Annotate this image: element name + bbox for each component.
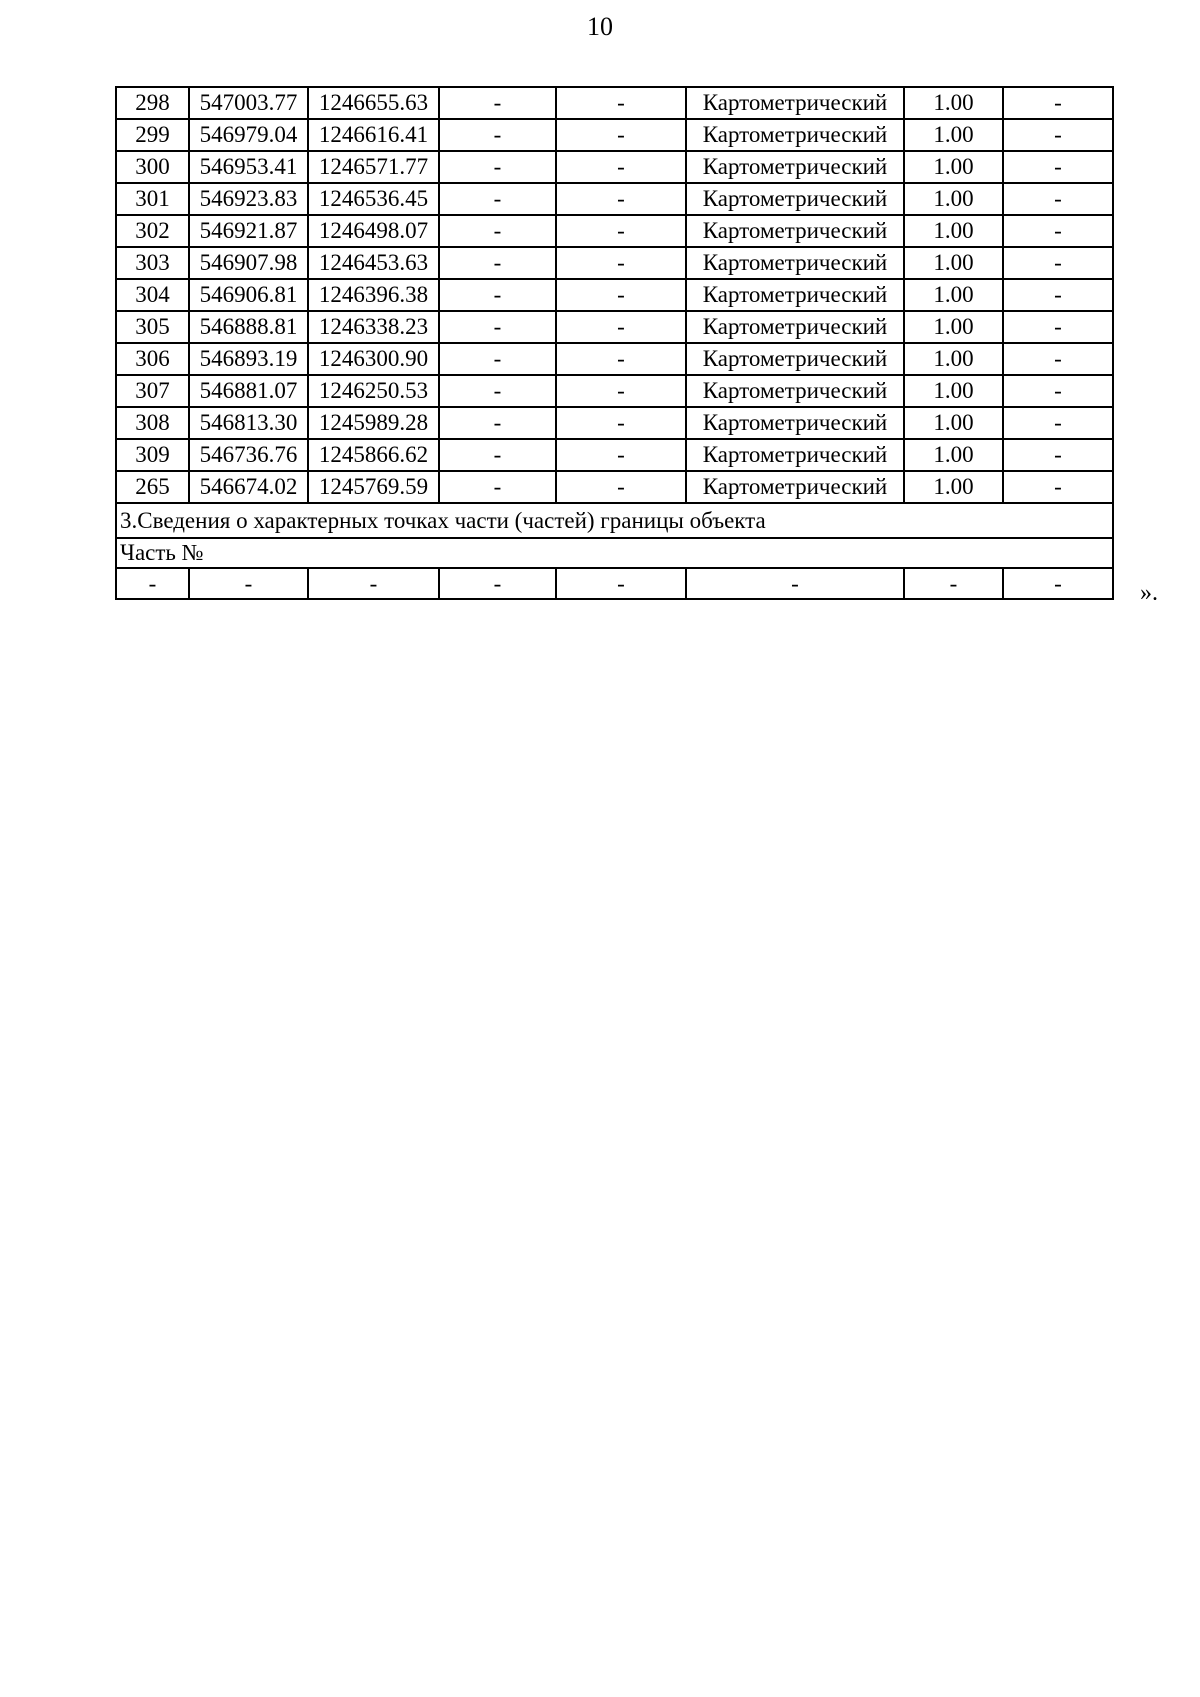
x-coordinate-cell: 546906.81 xyxy=(189,279,308,311)
method-cell: Картометрический xyxy=(686,279,904,311)
dash-cell: - xyxy=(439,87,556,119)
dash-cell: - xyxy=(1003,119,1113,151)
empty-cell: - xyxy=(439,568,556,599)
table-row xyxy=(116,375,1113,407)
method-cell: Картометрический xyxy=(686,151,904,183)
dash-cell: - xyxy=(439,215,556,247)
x-coordinate-cell: 546907.98 xyxy=(189,247,308,279)
empty-cell: - xyxy=(556,568,686,599)
x-coordinate-cell: 546888.81 xyxy=(189,311,308,343)
dash-cell: - xyxy=(556,343,686,375)
dash-cell: - xyxy=(439,279,556,311)
y-coordinate-cell: 1246616.41 xyxy=(308,119,439,151)
empty-cell: - xyxy=(1003,568,1113,599)
dash-cell: - xyxy=(1003,471,1113,503)
table-row xyxy=(116,407,1113,439)
table-row xyxy=(116,279,1113,311)
accuracy-cell: 1.00 xyxy=(904,119,1003,151)
table-row xyxy=(116,343,1113,375)
point-number-cell: 302 xyxy=(116,215,189,247)
accuracy-cell: 1.00 xyxy=(904,311,1003,343)
dash-cell: - xyxy=(1003,343,1113,375)
dash-cell: - xyxy=(556,279,686,311)
y-coordinate-cell: 1246338.23 xyxy=(308,311,439,343)
dash-cell: - xyxy=(1003,407,1113,439)
empty-cell: - xyxy=(904,568,1003,599)
point-number-cell: 301 xyxy=(116,183,189,215)
method-cell: Картометрический xyxy=(686,471,904,503)
dash-cell: - xyxy=(556,87,686,119)
method-cell: Картометрический xyxy=(686,311,904,343)
x-coordinate-cell: 546881.07 xyxy=(189,375,308,407)
y-coordinate-cell: 1246250.53 xyxy=(308,375,439,407)
x-coordinate-cell: 546893.19 xyxy=(189,343,308,375)
dash-cell: - xyxy=(556,311,686,343)
part-number-label: Часть № xyxy=(116,538,1113,568)
dash-cell: - xyxy=(556,471,686,503)
y-coordinate-cell: 1245769.59 xyxy=(308,471,439,503)
accuracy-cell: 1.00 xyxy=(904,343,1003,375)
table-row xyxy=(116,119,1113,151)
dash-cell: - xyxy=(556,247,686,279)
point-number-cell: 299 xyxy=(116,119,189,151)
page-number: 10 xyxy=(587,12,613,41)
accuracy-cell: 1.00 xyxy=(904,407,1003,439)
table-body xyxy=(116,87,1113,503)
dash-cell: - xyxy=(556,375,686,407)
y-coordinate-cell: 1246396.38 xyxy=(308,279,439,311)
dash-cell: - xyxy=(1003,247,1113,279)
dash-cell: - xyxy=(439,439,556,471)
accuracy-cell: 1.00 xyxy=(904,279,1003,311)
x-coordinate-cell: 546953.41 xyxy=(189,151,308,183)
y-coordinate-cell: 1246453.63 xyxy=(308,247,439,279)
x-coordinate-cell: 547003.77 xyxy=(189,87,308,119)
dash-cell: - xyxy=(1003,375,1113,407)
empty-cell: - xyxy=(308,568,439,599)
method-cell: Картометрический xyxy=(686,215,904,247)
dash-cell: - xyxy=(1003,87,1113,119)
accuracy-cell: 1.00 xyxy=(904,151,1003,183)
point-number-cell: 308 xyxy=(116,407,189,439)
point-number-cell: 304 xyxy=(116,279,189,311)
table-row xyxy=(116,247,1113,279)
point-number-cell: 309 xyxy=(116,439,189,471)
dash-cell: - xyxy=(1003,151,1113,183)
point-number-cell: 307 xyxy=(116,375,189,407)
dash-cell: - xyxy=(556,151,686,183)
closing-quote: ». xyxy=(1140,580,1158,606)
method-cell: Картометрический xyxy=(686,343,904,375)
accuracy-cell: 1.00 xyxy=(904,247,1003,279)
method-cell: Картометрический xyxy=(686,407,904,439)
table-row xyxy=(116,151,1113,183)
x-coordinate-cell: 546813.30 xyxy=(189,407,308,439)
part-number-row xyxy=(116,538,1113,568)
dash-cell: - xyxy=(1003,311,1113,343)
method-cell: Картометрический xyxy=(686,87,904,119)
accuracy-cell: 1.00 xyxy=(904,375,1003,407)
dash-cell: - xyxy=(439,375,556,407)
y-coordinate-cell: 1246571.77 xyxy=(308,151,439,183)
section-heading: 3.Сведения о характерных точках части (частей) границы объекта xyxy=(116,503,1113,538)
table-row xyxy=(116,439,1113,471)
method-cell: Картометрический xyxy=(686,183,904,215)
y-coordinate-cell: 1246536.45 xyxy=(308,183,439,215)
accuracy-cell: 1.00 xyxy=(904,439,1003,471)
y-coordinate-cell: 1245989.28 xyxy=(308,407,439,439)
dash-cell: - xyxy=(439,471,556,503)
dash-cell: - xyxy=(439,151,556,183)
table-row xyxy=(116,183,1113,215)
dash-cell: - xyxy=(556,183,686,215)
x-coordinate-cell: 546923.83 xyxy=(189,183,308,215)
dash-cell: - xyxy=(439,183,556,215)
dash-cell: - xyxy=(439,343,556,375)
x-coordinate-cell: 546736.76 xyxy=(189,439,308,471)
point-number-cell: 306 xyxy=(116,343,189,375)
point-number-cell: 300 xyxy=(116,151,189,183)
dash-cell: - xyxy=(556,119,686,151)
section-heading-row xyxy=(116,503,1113,538)
table-row xyxy=(116,311,1113,343)
dash-cell: - xyxy=(439,407,556,439)
point-number-cell: 265 xyxy=(116,471,189,503)
x-coordinate-cell: 546674.02 xyxy=(189,471,308,503)
dash-cell: - xyxy=(556,215,686,247)
accuracy-cell: 1.00 xyxy=(904,215,1003,247)
x-coordinate-cell: 546921.87 xyxy=(189,215,308,247)
method-cell: Картометрический xyxy=(686,439,904,471)
y-coordinate-cell: 1246498.07 xyxy=(308,215,439,247)
method-cell: Картометрический xyxy=(686,247,904,279)
boundary-points-table xyxy=(115,86,1114,600)
dash-cell: - xyxy=(1003,439,1113,471)
method-cell: Картометрический xyxy=(686,375,904,407)
empty-cell: - xyxy=(116,568,189,599)
accuracy-cell: 1.00 xyxy=(904,87,1003,119)
dash-cell: - xyxy=(556,407,686,439)
empty-part-row xyxy=(116,568,1113,599)
dash-cell: - xyxy=(556,439,686,471)
table-row xyxy=(116,471,1113,503)
empty-cell: - xyxy=(686,568,904,599)
point-number-cell: 303 xyxy=(116,247,189,279)
point-number-cell: 298 xyxy=(116,87,189,119)
method-cell: Картометрический xyxy=(686,119,904,151)
point-number-cell: 305 xyxy=(116,311,189,343)
y-coordinate-cell: 1246655.63 xyxy=(308,87,439,119)
y-coordinate-cell: 1245866.62 xyxy=(308,439,439,471)
dash-cell: - xyxy=(1003,279,1113,311)
dash-cell: - xyxy=(439,247,556,279)
dash-cell: - xyxy=(1003,183,1113,215)
table-row xyxy=(116,87,1113,119)
table-row xyxy=(116,215,1113,247)
accuracy-cell: 1.00 xyxy=(904,471,1003,503)
dash-cell: - xyxy=(439,311,556,343)
y-coordinate-cell: 1246300.90 xyxy=(308,343,439,375)
x-coordinate-cell: 546979.04 xyxy=(189,119,308,151)
dash-cell: - xyxy=(439,119,556,151)
accuracy-cell: 1.00 xyxy=(904,183,1003,215)
empty-cell: - xyxy=(189,568,308,599)
dash-cell: - xyxy=(1003,215,1113,247)
